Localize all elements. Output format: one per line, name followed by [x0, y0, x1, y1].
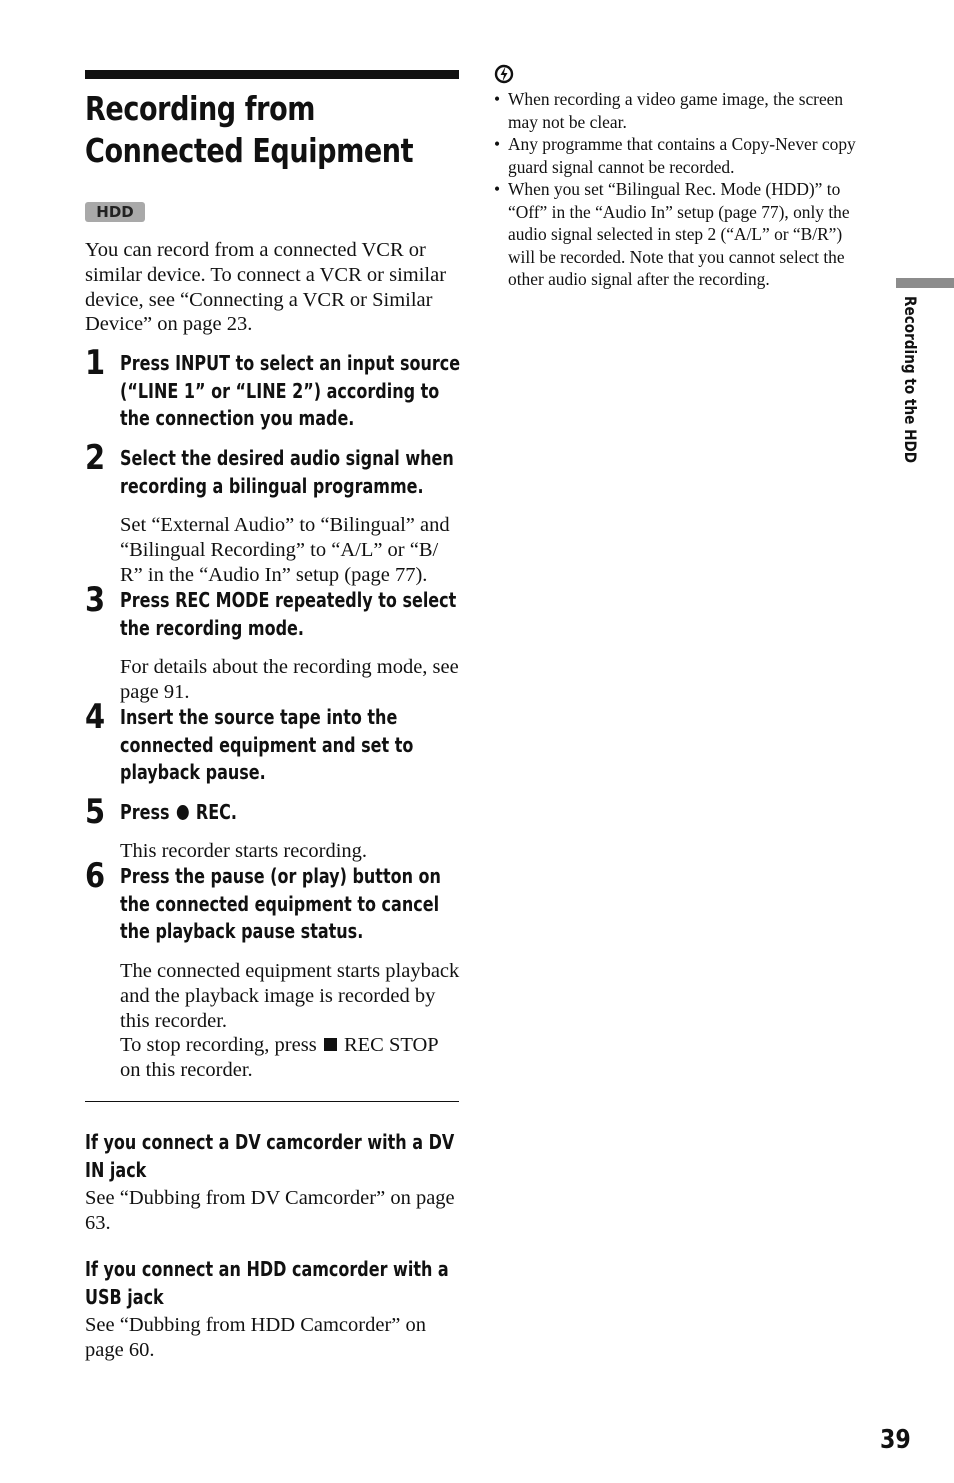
subsection-heading-hdd: If you connect an HDD camcorder with a USB jack — [85, 1257, 449, 1309]
page-title-line-2: Connected Equipment — [85, 131, 414, 170]
notes-list — [494, 88, 866, 291]
press-label: Press — [120, 800, 170, 824]
note-item: • When recording a video game image, the screen may not be clear. — [494, 89, 844, 132]
step-description: The connected equipment starts playback and the playback image is recorded by this recorder. To stop recording, press REC STOP on this recorder. — [120, 960, 460, 1082]
intro-paragraph: You can record from a connected VCR or similar device. To connect a VCR or similar device, see “Connecting a VCR or Similar Device” on page 23. — [85, 239, 447, 336]
step-heading: Press the pause (or play) button on the connected equipment to cancel the playback pause status. — [120, 864, 441, 943]
main-column — [85, 70, 461, 1361]
note-item: • Any programme that contains a Copy-Never copy guard signal cannot be recorded. — [494, 134, 856, 177]
step-description: Set “External Audio” to “Bilingual” and “Bilingual Recording” to “A/L” or “B/ R” in the “Audio In” setup (page 77). — [120, 514, 450, 586]
step-number: 5 — [85, 792, 106, 832]
subsection-heading-dv: If you connect a DV camcorder with a DV IN jack — [85, 1130, 455, 1182]
step-heading: Press INPUT to select an input source (“LINE 1” or “LINE 2”) according to the connection you made. — [120, 351, 461, 430]
step-description: This recorder starts recording. — [120, 840, 368, 862]
subsection-body-dv: See “Dubbing from DV Camcorder” on page 63. — [85, 1187, 455, 1234]
rec-label: REC. — [195, 800, 237, 824]
tip-icon — [494, 64, 514, 84]
page-title-line-1: Recording from — [85, 89, 316, 128]
step-heading: Press REC MODE repeatedly to select the recording mode. — [120, 588, 457, 640]
step-description: For details about the recording mode, see page 91. — [120, 656, 459, 703]
hdd-badge: HDD — [85, 202, 145, 222]
page-title — [85, 88, 485, 172]
stop-square-icon — [324, 1038, 337, 1051]
step-number: 6 — [85, 856, 106, 896]
step-heading: Select the desired audio signal when recording a bilingual programme. — [120, 446, 454, 498]
step-heading — [120, 799, 266, 827]
section-side-label: Recording to the HDD — [901, 296, 920, 464]
section-tab-marker — [896, 278, 954, 288]
note-item: • When you set “Bilingual Rec. Mode (HDD)” to “Off” in the “Audio In” setup (page 77), only the audio signal selected in step 2 (“A/L” or “B/R”) will be recorded. Note that you cannot select the other audio signal after the recording. — [494, 179, 850, 289]
section-divider — [85, 1101, 459, 1102]
record-circle-icon — [177, 805, 189, 820]
step-number: 1 — [85, 343, 106, 383]
step-number: 2 — [85, 438, 106, 478]
subsection-body-hdd: See “Dubbing from HDD Camcorder” on page 60. — [85, 1314, 427, 1361]
page-number: 39 — [880, 1425, 911, 1455]
step-heading: Insert the source tape into the connected equipment and set to playback pause. — [120, 705, 414, 784]
step-number: 3 — [85, 580, 106, 620]
step-number: 4 — [85, 697, 106, 737]
stop-instruction: To stop recording, press REC STOP on this recorder. — [120, 1034, 438, 1082]
title-rule — [85, 70, 459, 79]
